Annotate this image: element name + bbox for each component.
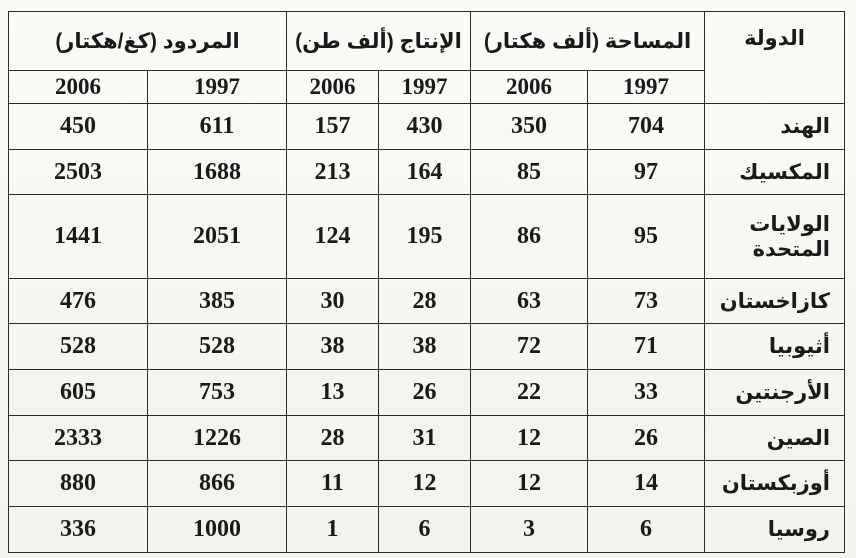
area-1997-cell: 26 [588, 415, 705, 461]
area-2006-cell: 12 [471, 461, 588, 507]
production-2006-cell: 38 [287, 324, 379, 370]
production-1997-cell: 430 [379, 104, 471, 150]
yield-2006-cell: 528 [9, 324, 148, 370]
production-1997-cell: 164 [379, 149, 471, 195]
yield-2006-cell: 2503 [9, 149, 148, 195]
production-1997-cell: 38 [379, 324, 471, 370]
production-1997-cell: 31 [379, 415, 471, 461]
country-cell: الهند [705, 104, 845, 150]
header-area: المساحة (ألف هكتار) [471, 12, 705, 71]
header-production-year-1997: 1997 [379, 71, 471, 104]
area-2006-cell: 12 [471, 415, 588, 461]
yield-1997-cell: 385 [148, 278, 287, 324]
production-1997-cell: 26 [379, 370, 471, 416]
production-2006-cell: 213 [287, 149, 379, 195]
table-row [9, 104, 845, 150]
country-cell: أوزبكستان [705, 461, 845, 507]
production-2006-cell: 1 [287, 507, 379, 553]
area-2006-cell: 22 [471, 370, 588, 416]
yield-2006-cell: 336 [9, 507, 148, 553]
country-cell: الأرجنتين [705, 370, 845, 416]
table-row [9, 278, 845, 324]
area-1997-cell: 95 [588, 195, 705, 278]
production-1997-cell: 12 [379, 461, 471, 507]
yield-2006-cell: 880 [9, 461, 148, 507]
yield-2006-cell: 605 [9, 370, 148, 416]
production-2006-cell: 13 [287, 370, 379, 416]
table-row [9, 324, 845, 370]
area-1997-cell: 71 [588, 324, 705, 370]
table-row [9, 370, 845, 416]
area-2006-cell: 350 [471, 104, 588, 150]
country-cell: المكسيك [705, 149, 845, 195]
area-2006-cell: 85 [471, 149, 588, 195]
yield-2006-cell: 2333 [9, 415, 148, 461]
table-row [9, 461, 845, 507]
header-production: الإنتاج (ألف طن) [287, 12, 471, 71]
area-1997-cell: 6 [588, 507, 705, 553]
header-country: الدولة [705, 12, 845, 104]
yield-1997-cell: 753 [148, 370, 287, 416]
header-production-year-2006: 2006 [287, 71, 379, 104]
production-1997-cell: 28 [379, 278, 471, 324]
area-2006-cell: 86 [471, 195, 588, 278]
yield-1997-cell: 2051 [148, 195, 287, 278]
area-1997-cell: 97 [588, 149, 705, 195]
production-2006-cell: 28 [287, 415, 379, 461]
table-row [9, 195, 845, 278]
area-1997-cell: 704 [588, 104, 705, 150]
country-cell: الصين [705, 415, 845, 461]
production-1997-cell: 6 [379, 507, 471, 553]
area-2006-cell: 72 [471, 324, 588, 370]
area-2006-cell: 63 [471, 278, 588, 324]
yield-1997-cell: 1688 [148, 149, 287, 195]
area-2006-cell: 3 [471, 507, 588, 553]
header-area-year-1997: 1997 [588, 71, 705, 104]
yield-1997-cell: 1000 [148, 507, 287, 553]
area-1997-cell: 14 [588, 461, 705, 507]
table-row [9, 415, 845, 461]
production-2006-cell: 124 [287, 195, 379, 278]
yield-2006-cell: 450 [9, 104, 148, 150]
area-1997-cell: 73 [588, 278, 705, 324]
header-yield-year-1997: 1997 [148, 71, 287, 104]
country-cell: الولايات المتحدة [705, 195, 845, 278]
yield-2006-cell: 1441 [9, 195, 148, 278]
yield-2006-cell: 476 [9, 278, 148, 324]
yield-1997-cell: 866 [148, 461, 287, 507]
table-row [9, 507, 845, 553]
country-cell: أثيوبيا [705, 324, 845, 370]
header-yield-year-2006: 2006 [9, 71, 148, 104]
production-2006-cell: 157 [287, 104, 379, 150]
crop-statistics-table [8, 11, 845, 553]
production-2006-cell: 11 [287, 461, 379, 507]
area-1997-cell: 33 [588, 370, 705, 416]
yield-1997-cell: 1226 [148, 415, 287, 461]
header-yield: المردود (كغ/هكتار) [9, 12, 287, 71]
production-2006-cell: 30 [287, 278, 379, 324]
header-area-year-2006: 2006 [471, 71, 588, 104]
country-cell: روسيا [705, 507, 845, 553]
table-row [9, 149, 845, 195]
country-cell: كازاخستان [705, 278, 845, 324]
production-1997-cell: 195 [379, 195, 471, 278]
yield-1997-cell: 528 [148, 324, 287, 370]
yield-1997-cell: 611 [148, 104, 287, 150]
